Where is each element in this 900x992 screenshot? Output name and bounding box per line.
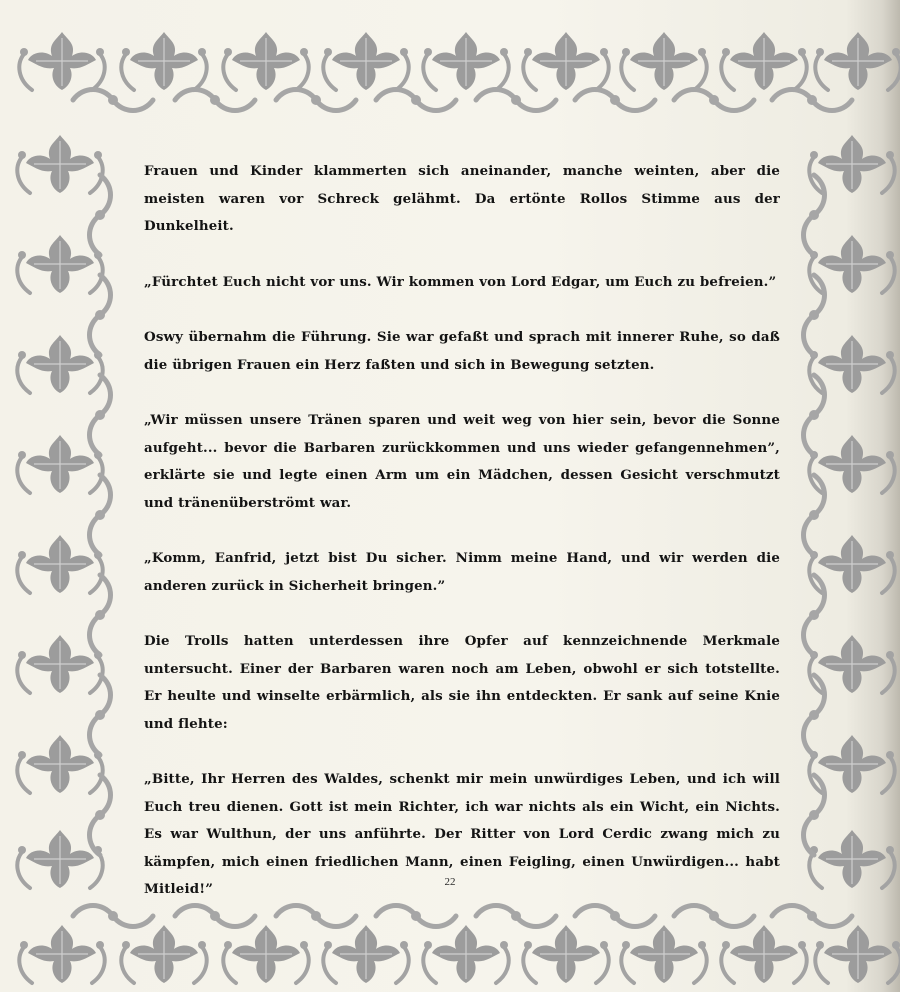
- paragraph-7: „Bitte, Ihr Herren des Waldes, schenkt mir mein unwürdiges Leben, und ich will Euch treu dienen. Gott ist mein Richter, ich war nichts als ein Wicht, ein Nichts. Es war Wulthun, der uns anführte. Der Ritter von Lord Cerdic zwang mich zu kämpfen, mich einen friedlichen Mann, einen Feigling, einen Unwürdigen... habt Mitleid!”: [144, 771, 780, 897]
- paragraph-1: Frauen und Kinder klammerten sich aneinander, manche weinten, aber die meisten waren vor Schreck gelähmt. Da ertönte Rollos Stimme aus der Dunkelheit.: [144, 163, 780, 234]
- story-text: [144, 158, 780, 932]
- paragraph-6: Die Trolls hatten unterdessen ihre Opfer auf kennzeichnende Merkmale untersucht. Einer der Barbaren waren noch am Leben, obwohl er sich totstellte. Er heulte und winselte erbärmlich, als sie ihn entdeckten. Er sank auf seine Knie und flehte:: [144, 633, 780, 732]
- paragraph-3: Oswy übernahm die Führung. Sie war gefaßt und sprach mit innerer Ruhe, so daß die übrigen Frauen ein Herz faßten und sich in Bewegung setzten.: [144, 329, 780, 373]
- top-border-row: [19, 32, 900, 111]
- right-border-column: [804, 135, 895, 888]
- left-border-column: [17, 135, 110, 888]
- page-number: 22: [444, 876, 456, 888]
- paragraph-2: „Fürchtet Euch nicht vor uns. Wir kommen von Lord Edgar, um Euch zu befreien.”: [144, 273, 777, 290]
- paragraph-4: „Wir müssen unsere Tränen sparen und weit weg von hier sein, bevor die Sonne aufgeht... bevor die Barbaren zurückkommen und uns wieder gefangennehmen”, erklärte sie und legte einen Arm um ein Mädchen, dessen Gesicht verschmutzt und tränenüberströmt war.: [144, 412, 780, 511]
- paragraph-5: „Komm, Eanfrid, jetzt bist Du sicher. Nimm meine Hand, und wir werden die anderen zurück in Sicherheit bringen.”: [144, 550, 780, 594]
